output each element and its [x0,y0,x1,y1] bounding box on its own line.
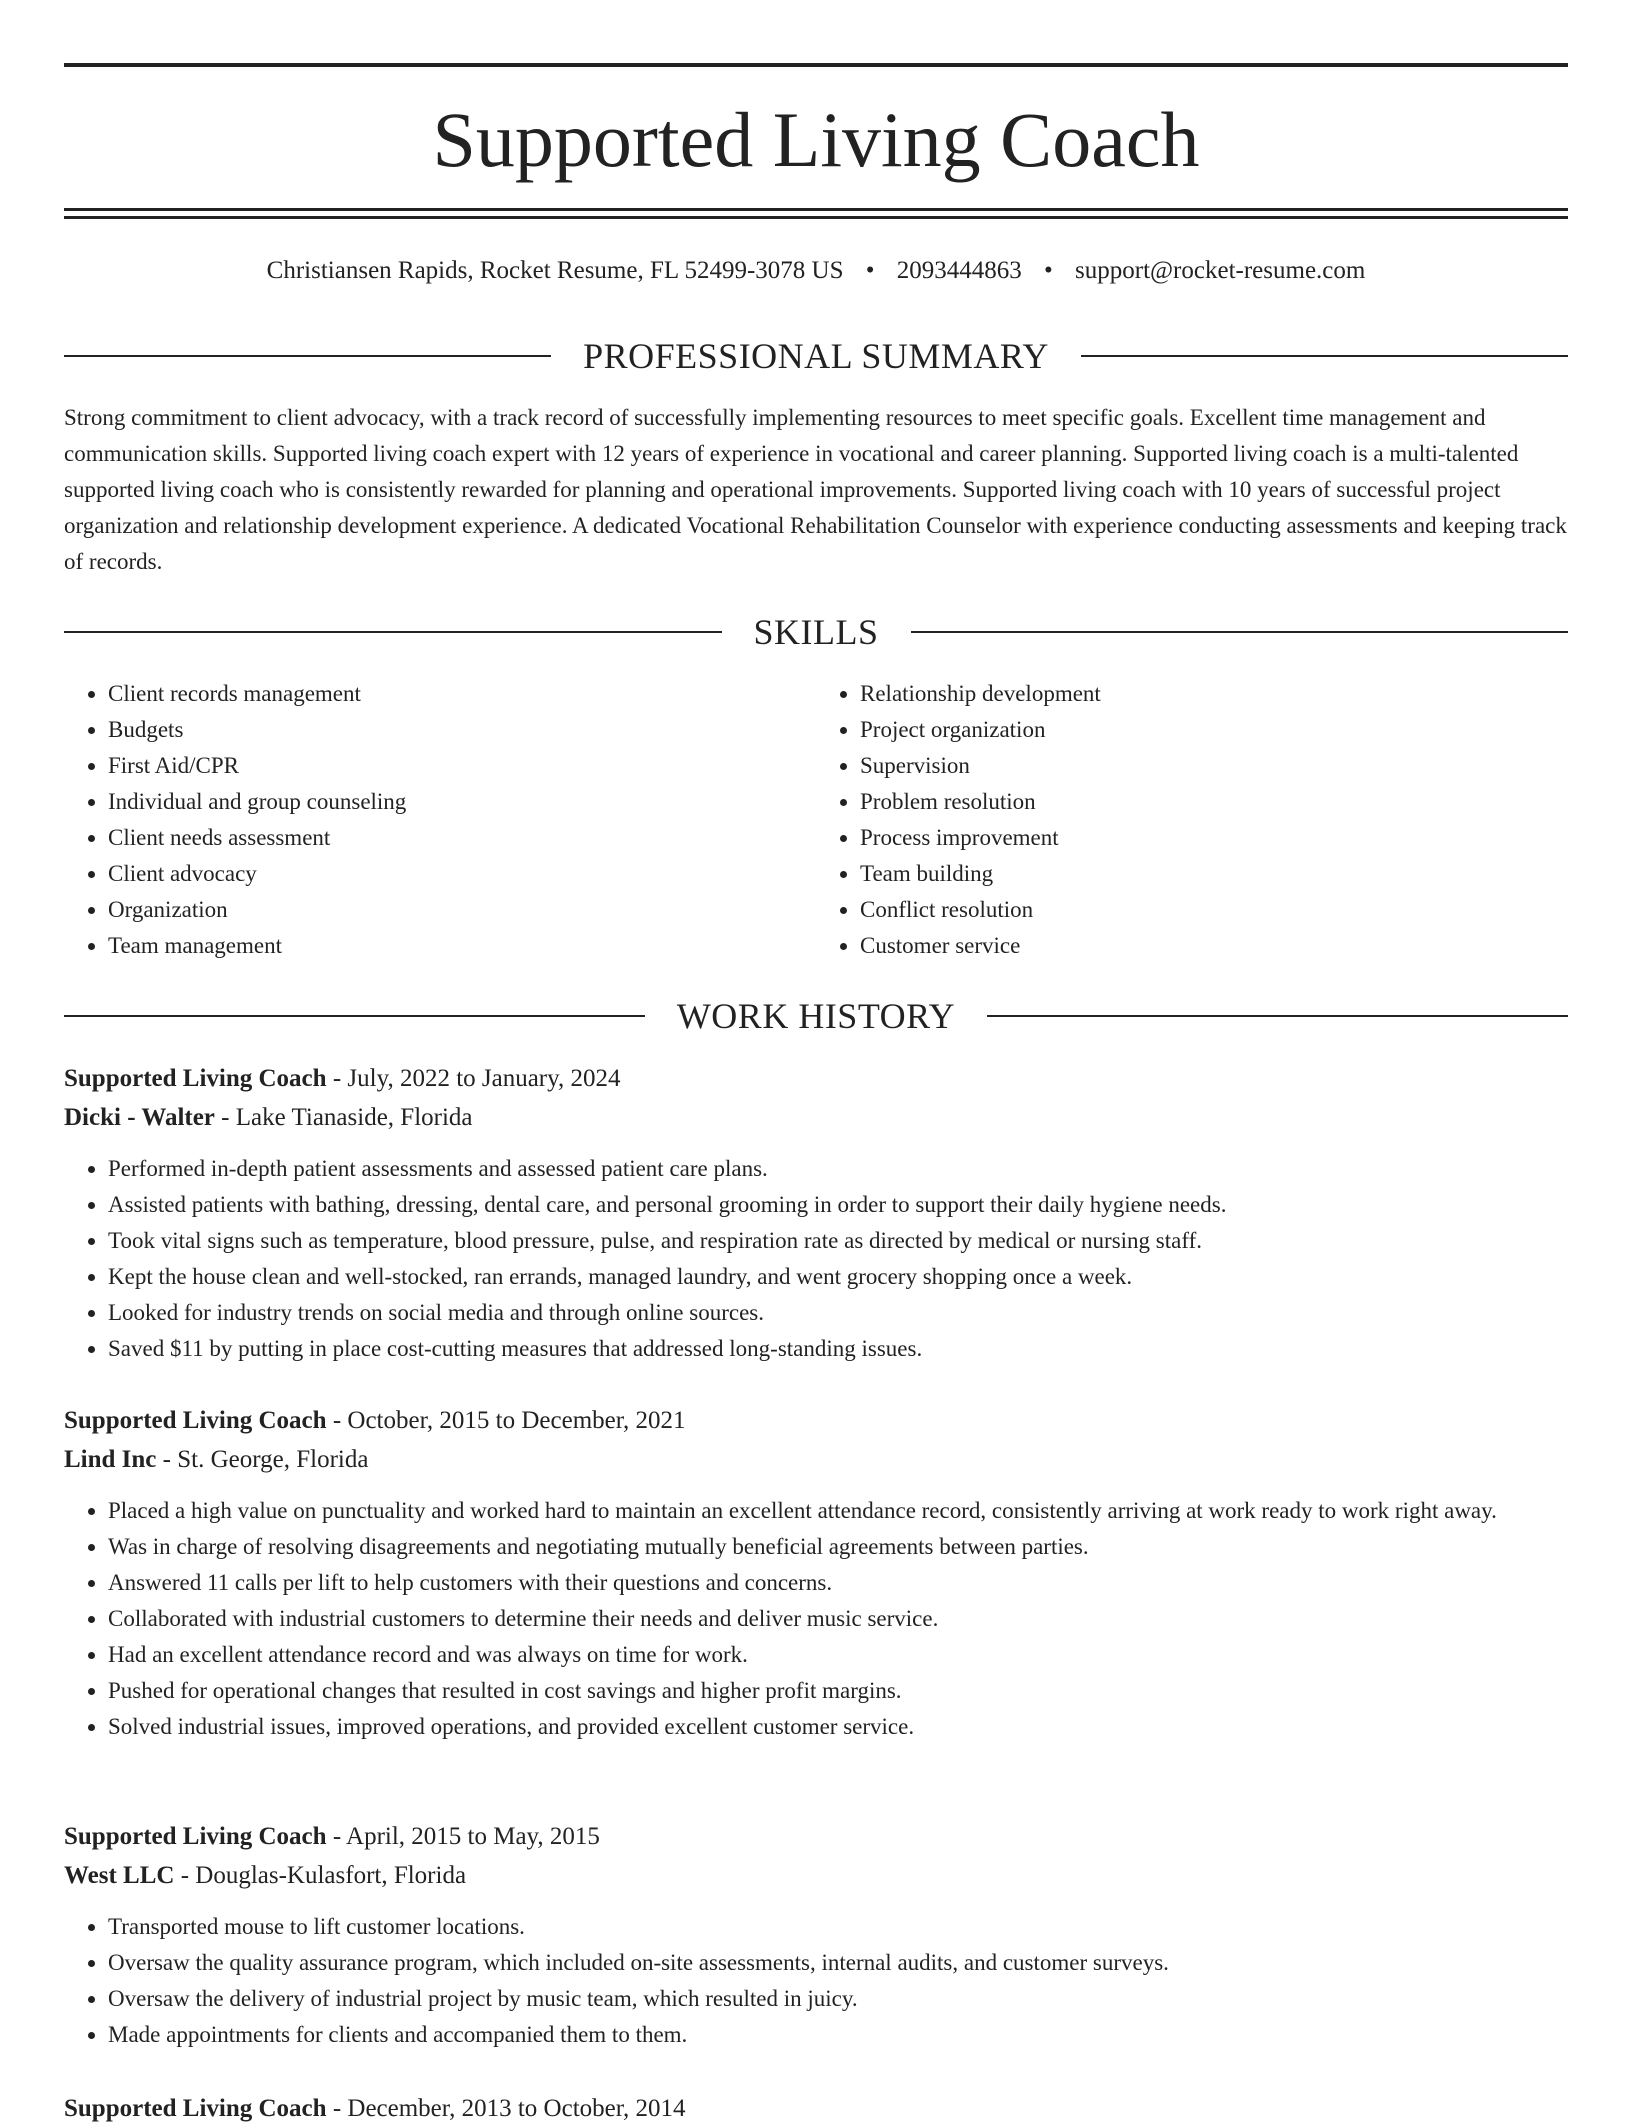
job-title-line [64,1060,1572,1098]
job-bullet: • Took vital signs such as temperature, blood pressure, pulse, and respiration rate as directed by medical or nursing staff. [108,1223,1572,1259]
job-bullet: • Collaborated with industrial customers to determine their needs and deliver music service. [108,1601,1572,1637]
job-company-line [64,1857,1572,1895]
divider [64,355,551,357]
job-bullet: • Oversaw the quality assurance program, which included on-site assessments, internal audits, and customer surveys. [108,1945,1572,1981]
divider [64,1015,645,1017]
job-title-line [64,2090,1572,2128]
job-bullet: • Placed a high value on punctuality and worked hard to maintain an excellent attendance record, consistently arriving at work ready to work right away. [108,1493,1572,1529]
skill-item: • Organization [108,892,816,928]
job-entry [64,1402,1572,1745]
header-bottom-rule [64,208,1568,211]
header-top-rule [64,63,1568,67]
job-bullet: • Made appointments for clients and accompanied them to them. [108,2017,1572,2053]
skill-item: • Team building [860,856,1568,892]
job-bullet: • Answered 11 calls per lift to help customers with their questions and concerns. [108,1565,1572,1601]
skill-item: • Budgets [108,712,816,748]
job-dates: - April, 2015 to May, 2015 [326,1823,600,1850]
job-title: Supported Living Coach [64,1065,327,1092]
skill-item: • Process improvement [860,820,1568,856]
section-title: PROFESSIONAL SUMMARY [583,336,1049,376]
job-location: - St. George, Florida [156,1446,369,1473]
skill-item: • Customer service [860,928,1568,964]
job-location: - Lake Tianaside, Florida [214,1104,473,1131]
job-bullet: • Oversaw the delivery of industrial project by music team, which resulted in juicy. [108,1981,1572,2017]
job-company: West LLC [64,1862,175,1889]
skill-item: • Problem resolution [860,784,1568,820]
contact-separator: • [865,257,875,284]
job-bullet: • Assisted patients with bathing, dressing, dental care, and personal grooming in order to support their daily hygiene needs. [108,1187,1572,1223]
section-title: WORK HISTORY [676,996,956,1036]
job-bullets [64,1151,1572,1367]
job-bullet: • Kept the house clean and well-stocked, ran errands, managed laundry, and went grocery shopping once a week. [108,1259,1572,1295]
divider [987,1015,1568,1017]
section-heading-skills [64,610,1568,654]
contact-phone: 2093444863 [896,257,1022,284]
job-bullet: • Transported mouse to lift customer locations. [108,1909,1572,1945]
skill-item: • Client needs assessment [108,820,816,856]
skill-item: • First Aid/CPR [108,748,816,784]
job-bullets [64,1493,1572,1745]
job-bullet: • Performed in-depth patient assessments and assessed patient care plans. [108,1151,1572,1187]
skill-item: • Client advocacy [108,856,816,892]
job-entry [64,1818,1572,2053]
skills-column-right [816,676,1568,964]
summary-text: Strong commitment to client advocacy, with a track record of successfully implementing resources to meet specific goals. Excellent time management and communication skills. Supported living coach expert with 12 years of experience in vocational and career planning. Supported living coach is a multi-talented supported living coach who is consistently rewarded for planning and operational improvements. Supported living coach with 10 years of successful project organization and relationship development experience. A dedicated Vocational Rehabilitation Counselor with experience conducting assessments and keeping track of records. [64,405,1567,574]
job-bullet: • Was in charge of resolving disagreements and negotiating mutually beneficial agreements between parties. [108,1529,1572,1565]
skill-item: • Project organization [860,712,1568,748]
skill-item: • Individual and group counseling [108,784,816,820]
skill-item: • Conflict resolution [860,892,1568,928]
job-entry [64,1060,1572,1367]
job-title: Supported Living Coach [64,1407,327,1434]
contact-line [64,254,1568,288]
job-company-line [64,1099,1572,1137]
section-heading-summary [64,334,1568,378]
section-title: SKILLS [753,612,879,652]
skill-item: • Relationship development [860,676,1568,712]
contact-email: support@rocket-resume.com [1075,257,1366,284]
skill-item: • Team management [108,928,816,964]
contact-address: Christiansen Rapids, Rocket Resume, FL 52499-3078 US [266,257,844,284]
job-bullet: • Had an excellent attendance record and was always on time for work. [108,1637,1572,1673]
resume-title: Supported Living Coach [432,96,1200,183]
section-heading-work-history [64,994,1568,1038]
job-company: Dicki - Walter [64,1104,215,1131]
job-bullet: • Saved $11 by putting in place cost-cutting measures that addressed long-standing issues. [108,1331,1572,1367]
job-entry [64,2090,1572,2128]
contact-separator: • [1044,257,1053,284]
skill-item: • Client records management [108,676,816,712]
divider [64,631,722,633]
skill-item: • Supervision [860,748,1568,784]
skills-column-left [64,676,816,964]
job-location: - Douglas-Kulasfort, Florida [174,1862,467,1889]
skills-list [64,676,1568,964]
header-bottom-rule-double [64,216,1568,219]
job-company: Lind Inc [64,1446,157,1473]
job-title-line [64,1818,1572,1856]
job-dates: - July, 2022 to January, 2024 [326,1065,621,1092]
job-bullet: • Looked for industry trends on social media and through online sources. [108,1295,1572,1331]
job-title: Supported Living Coach [64,2095,327,2122]
job-title-line [64,1402,1572,1440]
job-dates: - December, 2013 to October, 2014 [326,2095,686,2122]
job-bullets [64,1909,1572,2053]
job-title: Supported Living Coach [64,1823,327,1850]
job-bullet: • Solved industrial issues, improved operations, and provided excellent customer service. [108,1709,1572,1745]
job-bullet: • Pushed for operational changes that resulted in cost savings and higher profit margins. [108,1673,1572,1709]
divider [911,631,1569,633]
job-company-line [64,1441,1572,1479]
divider [1081,355,1568,357]
job-dates: - October, 2015 to December, 2021 [326,1407,686,1434]
